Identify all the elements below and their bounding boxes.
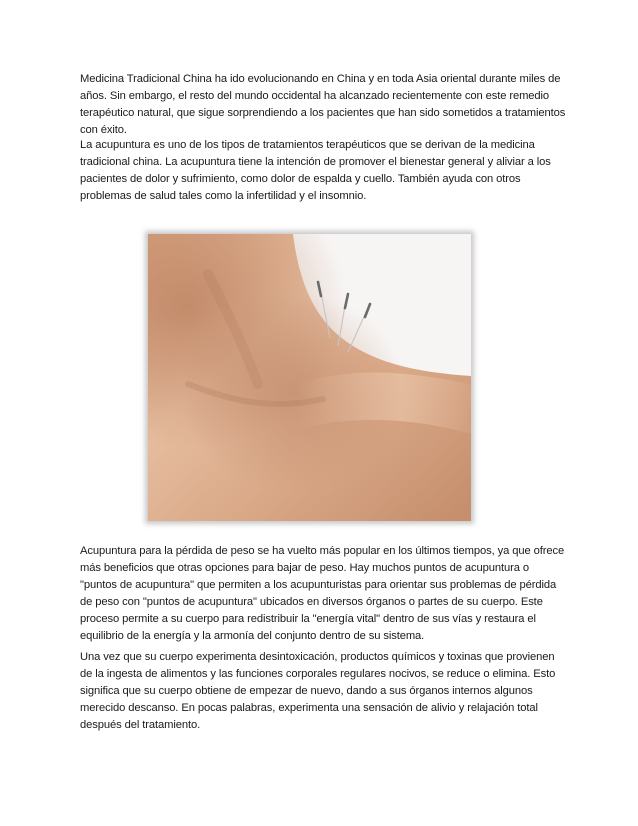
paragraph-intro: Medicina Tradicional China ha ido evolucionando en China y en toda Asia oriental durante miles de años. Sin embargo, el resto del mundo occidental ha alcanzado recientemente con este remedio terapéutico natural, que sigue sorprendiendo a los pacientes que han sido sometidos a tratamientos con éxito. <box>80 73 566 136</box>
acupuncture-photo-graphic <box>148 234 471 521</box>
paragraph-detox: Una vez que su cuerpo experimenta desintoxicación, productos químicos y toxinas que provienen de la ingesta de alimentos y las funciones corporales regulares nocivos, se reduce o elimina. Esto significa que su cuerpo obtiene de empezar de nuevo, dando a sus órganos internos algunos merecido descanso. En pocas palabras, experimenta una sensación de alivio y relajación total después del tratamiento. <box>80 651 556 731</box>
paragraph-weight-loss: Acupuntura para la pérdida de peso se ha vuelto más popular en los últimos tiempos, ya que ofrece más beneficios que otras opciones para bajar de peso. Hay muchos puntos de acupuntura o "puntos de acupuntura" que permiten a los acupunturistas para orientar sus problemas de pérdida de peso con "puntos de acupuntura" ubicados en diversos órganos o partes de su cuerpo. Este proceso permite a su cuerpo para redistribuir la "energía vital" dentro de sus vías y restaura el equilibrio de la energía y la armonía del conjunto dentro de su sistema. <box>80 545 565 642</box>
acupuncture-photo <box>148 234 471 521</box>
paragraph-acupuncture-definition: La acupuntura es uno de los tipos de tratamientos terapéuticos que se derivan de la medicina tradicional china. La acupuntura tiene la intención de promover el bienestar general y aliviar a los pacientes de dolor y sufrimiento, como dolor de espalda y cuello. También ayuda con otros problemas de salud tales como la infertilidad y el insomnio. <box>80 139 551 202</box>
